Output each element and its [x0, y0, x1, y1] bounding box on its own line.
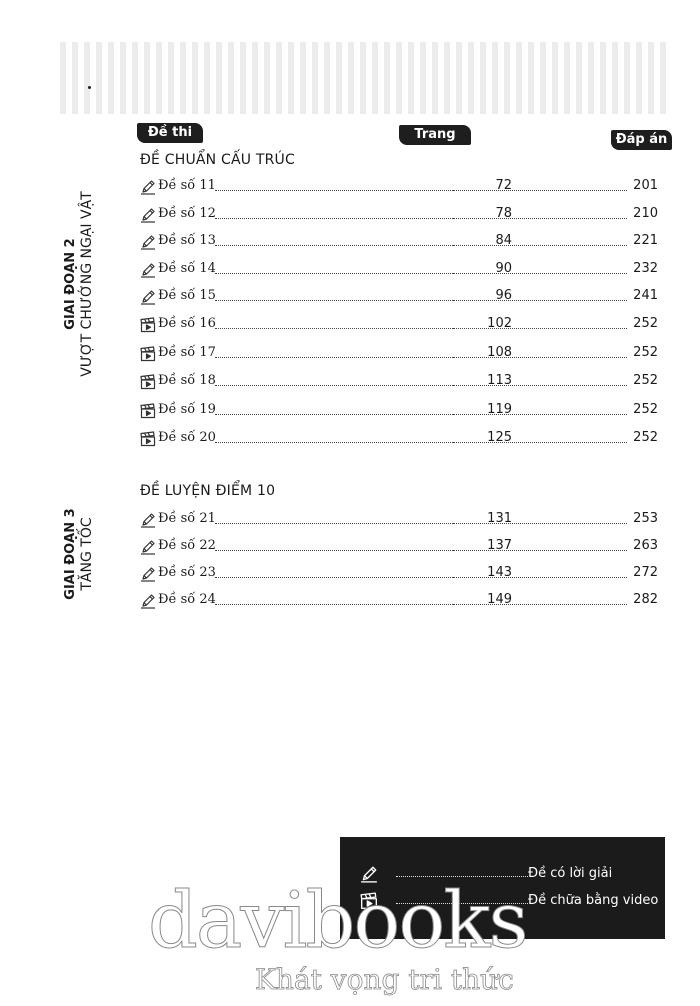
decorative-dot: [88, 86, 91, 89]
phase-2-subtitle: VƯỢT CHƯỚNG NGẠI VẬT: [79, 191, 95, 377]
exam-label: Đề số 19: [158, 402, 216, 417]
page-number: 125: [487, 430, 512, 445]
toc-row: [138, 260, 658, 280]
toc-row: [138, 401, 658, 421]
toc-row: [138, 344, 658, 364]
header-page: Trang: [399, 125, 471, 145]
exam-label: Đề số 14: [158, 261, 216, 276]
video-icon: [140, 346, 156, 362]
page-number: 90: [495, 261, 512, 276]
answer-page-number: 263: [633, 538, 658, 553]
exam-label: Đề số 23: [158, 565, 216, 580]
exam-label: Đề số 20: [158, 430, 216, 445]
watermark-brand: davibooks: [148, 876, 527, 966]
exam-label: Đề số 16: [158, 316, 216, 331]
legend-solution-text: Đề có lời giải: [528, 866, 613, 881]
answer-page-number: 252: [633, 373, 658, 388]
page-number: 143: [487, 565, 512, 580]
page-number: 72: [495, 178, 512, 193]
answer-page-number: 210: [633, 206, 658, 221]
toc-row: [138, 537, 658, 557]
pencil-icon: [140, 539, 156, 555]
page-number: 131: [487, 511, 512, 526]
toc-row: [138, 510, 658, 530]
exam-label: Đề số 12: [158, 206, 216, 221]
answer-page-number: 252: [633, 430, 658, 445]
video-icon: [140, 374, 156, 390]
answer-page-number: 201: [633, 178, 658, 193]
pencil-icon: [140, 593, 156, 609]
pencil-icon: [140, 207, 156, 223]
section-practice-score-10: ĐỀ LUYỆN ĐIỂM 10: [140, 483, 276, 499]
phase-2-label: [63, 184, 97, 384]
answer-page-number: 252: [633, 402, 658, 417]
answer-page-number: 253: [633, 511, 658, 526]
page-number: 119: [487, 402, 512, 417]
page-number: 149: [487, 592, 512, 607]
page-number: 96: [495, 288, 512, 303]
toc-row: [138, 372, 658, 392]
watermark-tagline: Khát vọng tri thức: [255, 963, 514, 996]
pencil-icon: [140, 566, 156, 582]
answer-page-number: 241: [633, 288, 658, 303]
answer-page-number: 272: [633, 565, 658, 580]
exam-label: Đề số 15: [158, 288, 216, 303]
exam-label: Đề số 22: [158, 538, 216, 553]
phase-3-title: GIAI ĐOẠN 3: [63, 508, 78, 600]
phase-2-title: GIAI ĐOẠN 2: [63, 238, 78, 330]
header-answer: Đáp án: [611, 130, 672, 150]
phase-3-label: [63, 494, 97, 614]
pencil-icon: [140, 179, 156, 195]
exam-label: Đề số 21: [158, 511, 216, 526]
exam-label: Đề số 17: [158, 345, 216, 360]
page-number: 102: [487, 316, 512, 331]
answer-page-number: 252: [633, 316, 658, 331]
exam-label: Đề số 11: [158, 178, 216, 193]
toc-row: [138, 177, 658, 197]
page-number: 78: [495, 206, 512, 221]
toc-row: [138, 315, 658, 335]
toc-row: [138, 205, 658, 225]
pencil-icon: [140, 234, 156, 250]
section-standard-structure: ĐỀ CHUẨN CẤU TRÚC: [140, 152, 295, 168]
phase-3-subtitle: TĂNG TỐC: [79, 517, 95, 591]
legend-video-text: Đề chữa bằng video: [528, 893, 659, 908]
answer-page-number: 221: [633, 233, 658, 248]
faded-background-heading: [60, 42, 670, 114]
toc-row: [138, 591, 658, 611]
toc-row: [138, 232, 658, 252]
video-icon: [140, 403, 156, 419]
page-number: 108: [487, 345, 512, 360]
page-number: 113: [487, 373, 512, 388]
toc-row: [138, 287, 658, 307]
header-exam: Đề thi: [137, 123, 203, 143]
exam-label: Đề số 18: [158, 373, 216, 388]
video-icon: [140, 431, 156, 447]
video-icon: [140, 317, 156, 333]
exam-label: Đề số 13: [158, 233, 216, 248]
page-number: 84: [495, 233, 512, 248]
pencil-icon: [140, 262, 156, 278]
answer-page-number: 282: [633, 592, 658, 607]
pencil-icon: [140, 512, 156, 528]
toc-row: [138, 429, 658, 449]
answer-page-number: 232: [633, 261, 658, 276]
toc-row: [138, 564, 658, 584]
pencil-icon: [140, 289, 156, 305]
exam-label: Đề số 24: [158, 592, 216, 607]
answer-page-number: 252: [633, 345, 658, 360]
page-number: 137: [487, 538, 512, 553]
